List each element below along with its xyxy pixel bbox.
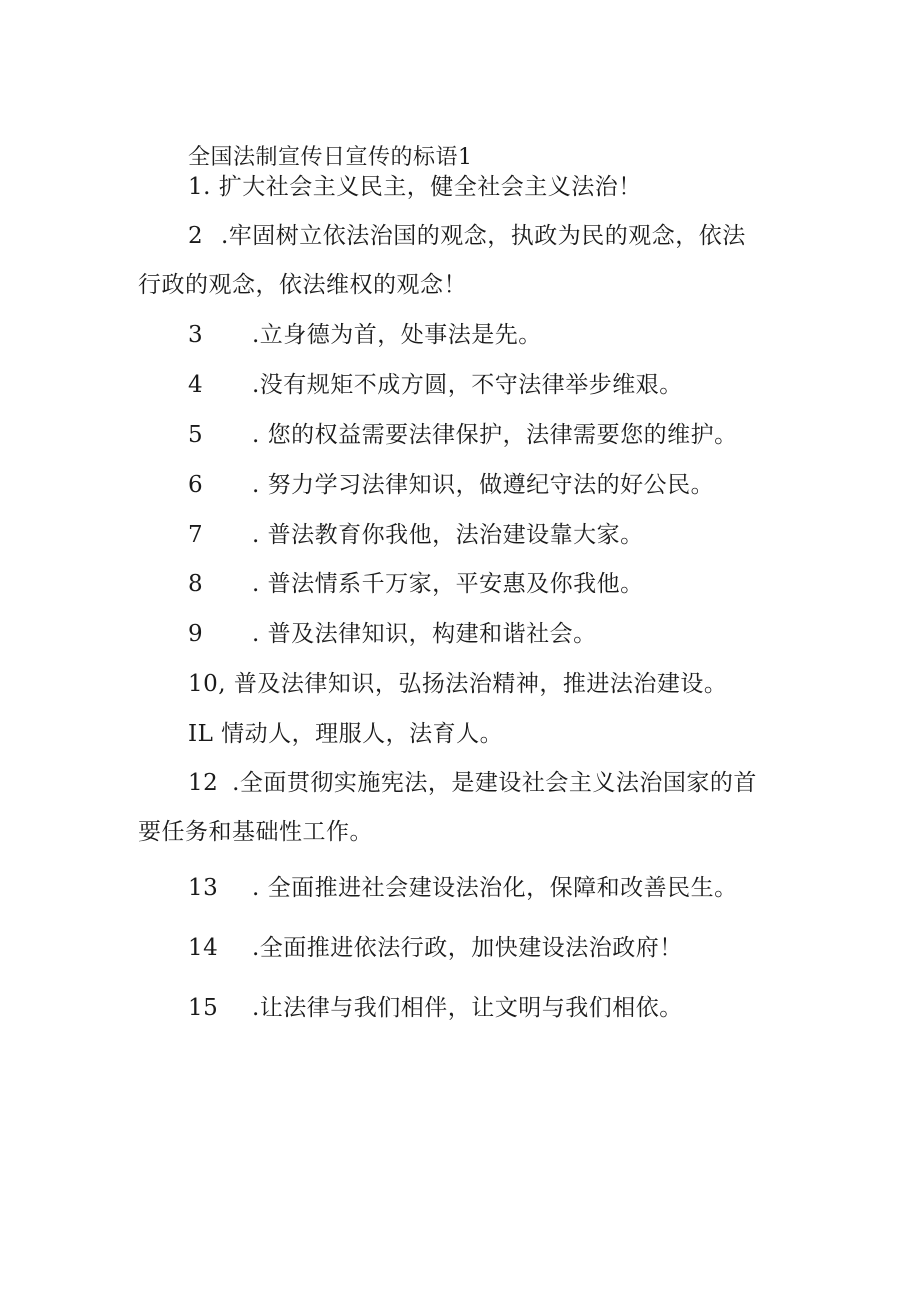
item-text: . 您的权益需要法律保护，法律需要您的维护。 [252,422,738,448]
slogan-item-8 [188,569,644,599]
item-number: IL [188,721,214,747]
slogan-item-2-continuation: 行政的观念，依法维权的观念！ [138,272,467,298]
slogan-item-7 [188,520,644,550]
item-number: 5 [188,422,204,448]
slogan-item-4 [188,370,683,400]
item-text: .立身德为首，处事法是先。 [252,322,542,348]
slogan-item-2 [188,221,746,251]
item-text: 普及法律知识，弘扬法治精神，推进法治建设。 [233,671,728,697]
item-text: .牢固树立依法治国的观念，执政为民的观念，依法 [220,223,746,249]
item-number: 10, [188,671,227,697]
item-number: 14 [188,935,219,961]
slogan-item-15 [188,993,683,1023]
item-text: . 普法教育你我他，法治建设靠大家。 [252,522,644,548]
slogan-item-14 [188,933,683,963]
slogan-item-11 [188,719,503,749]
slogan-item-12 [188,768,757,798]
slogan-item-9 [188,619,597,649]
slogan-item-10 [188,669,727,699]
item-text: .没有规矩不成方圆，不守法律举步维艰。 [252,372,683,398]
item-text: . 普法情系千万家，平安惠及你我他。 [252,571,644,597]
item-text: . 普及法律知识，构建和谐社会。 [252,621,597,647]
item-number: 13 [188,875,219,901]
item-number: 8 [188,571,204,597]
item-number: 2 [188,223,204,249]
item-number: 9 [188,621,204,647]
item-number: 15 [188,995,219,1021]
item-text: .让法律与我们相伴，让文明与我们相依。 [252,995,683,1021]
item-number: 1. [188,174,211,200]
slogan-item-12-continuation: 要任务和基础性工作。 [138,819,373,845]
item-number: 3 [188,322,204,348]
item-number: 12 [188,770,219,796]
slogan-item-3 [188,320,542,350]
item-text: 扩大社会主义民主，健全社会主义法治！ [218,174,642,200]
item-text: . 全面推进社会建设法治化，保障和改善民生。 [252,875,738,901]
slogan-item-13 [188,873,738,903]
item-number: 4 [188,372,204,398]
slogan-item-1 [188,172,642,202]
slogan-item-5 [188,420,738,450]
item-text: 情动人，理服人，法育人。 [221,721,504,747]
slogan-item-6 [188,470,714,500]
item-number: 6 [188,472,204,498]
item-text: .全面推进依法行政，加快建设法治政府！ [252,935,683,961]
document-title: 全国法制宣传日宣传的标语1 [188,145,473,170]
item-text: . 努力学习法律知识，做遵纪守法的好公民。 [252,472,715,498]
item-text: .全面贯彻实施宪法，是建设社会主义法治国家的首 [232,770,757,796]
item-number: 7 [188,522,204,548]
